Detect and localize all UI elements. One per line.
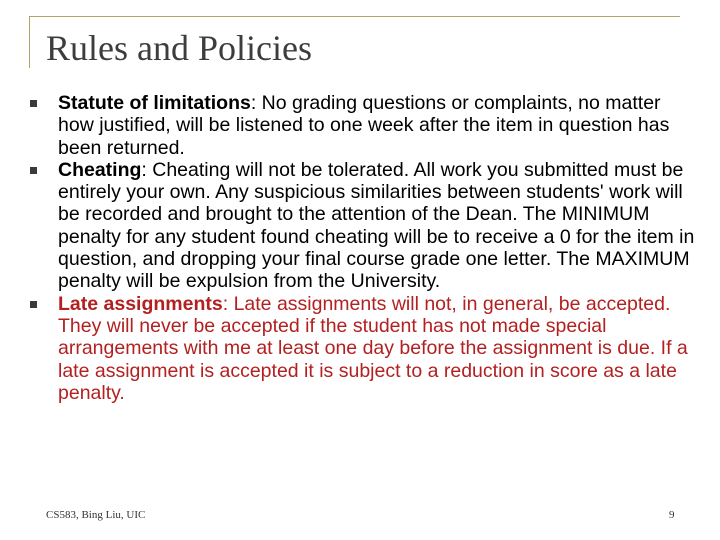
- bullet-term: Cheating: [58, 158, 142, 181]
- bullet-term: Late assignments: [58, 292, 223, 315]
- bullet-late-assignments: [30, 293, 696, 404]
- bullet-list: [30, 92, 696, 404]
- frame-top-line: [29, 16, 680, 17]
- bullet-text: : No grading questions or complaints, no matter how justified, will be listened to one week after the item in question has been returned.: [58, 92, 670, 159]
- footer-course: CS583, Bing Liu, UIC: [46, 509, 146, 521]
- bullet-term: Statute of limitations: [58, 92, 251, 114]
- bullet-text: : Late assignments will not, in general, be accepted. They will never be accepted if the student has not made special arrangements with me at least one day before the assignment is due. If a late assignment is accepted it is subject to a reduction in score as a late penalty.: [58, 292, 688, 404]
- square-bullet-icon: [30, 301, 37, 308]
- bullet-statute-of-limitations: [30, 92, 696, 159]
- slide-title: Rules and Policies: [46, 28, 312, 68]
- bullet-text: : Cheating will not be tolerated. All work you submitted must be entirely your own. Any suspicious similarities between students' work will be recorded and brought to the attention of the Dean. The MINIMUM penalty for any student found cheating will be to receive a 0 for the item in question, and dropping your final course grade one letter. The MAXIMUM penalty will be expulsion from the University.: [58, 158, 695, 293]
- square-bullet-icon: [30, 100, 37, 107]
- frame-left-line: [29, 16, 30, 68]
- square-bullet-icon: [30, 167, 37, 174]
- bullet-cheating: [30, 159, 696, 293]
- footer-page-number: 9: [669, 509, 675, 521]
